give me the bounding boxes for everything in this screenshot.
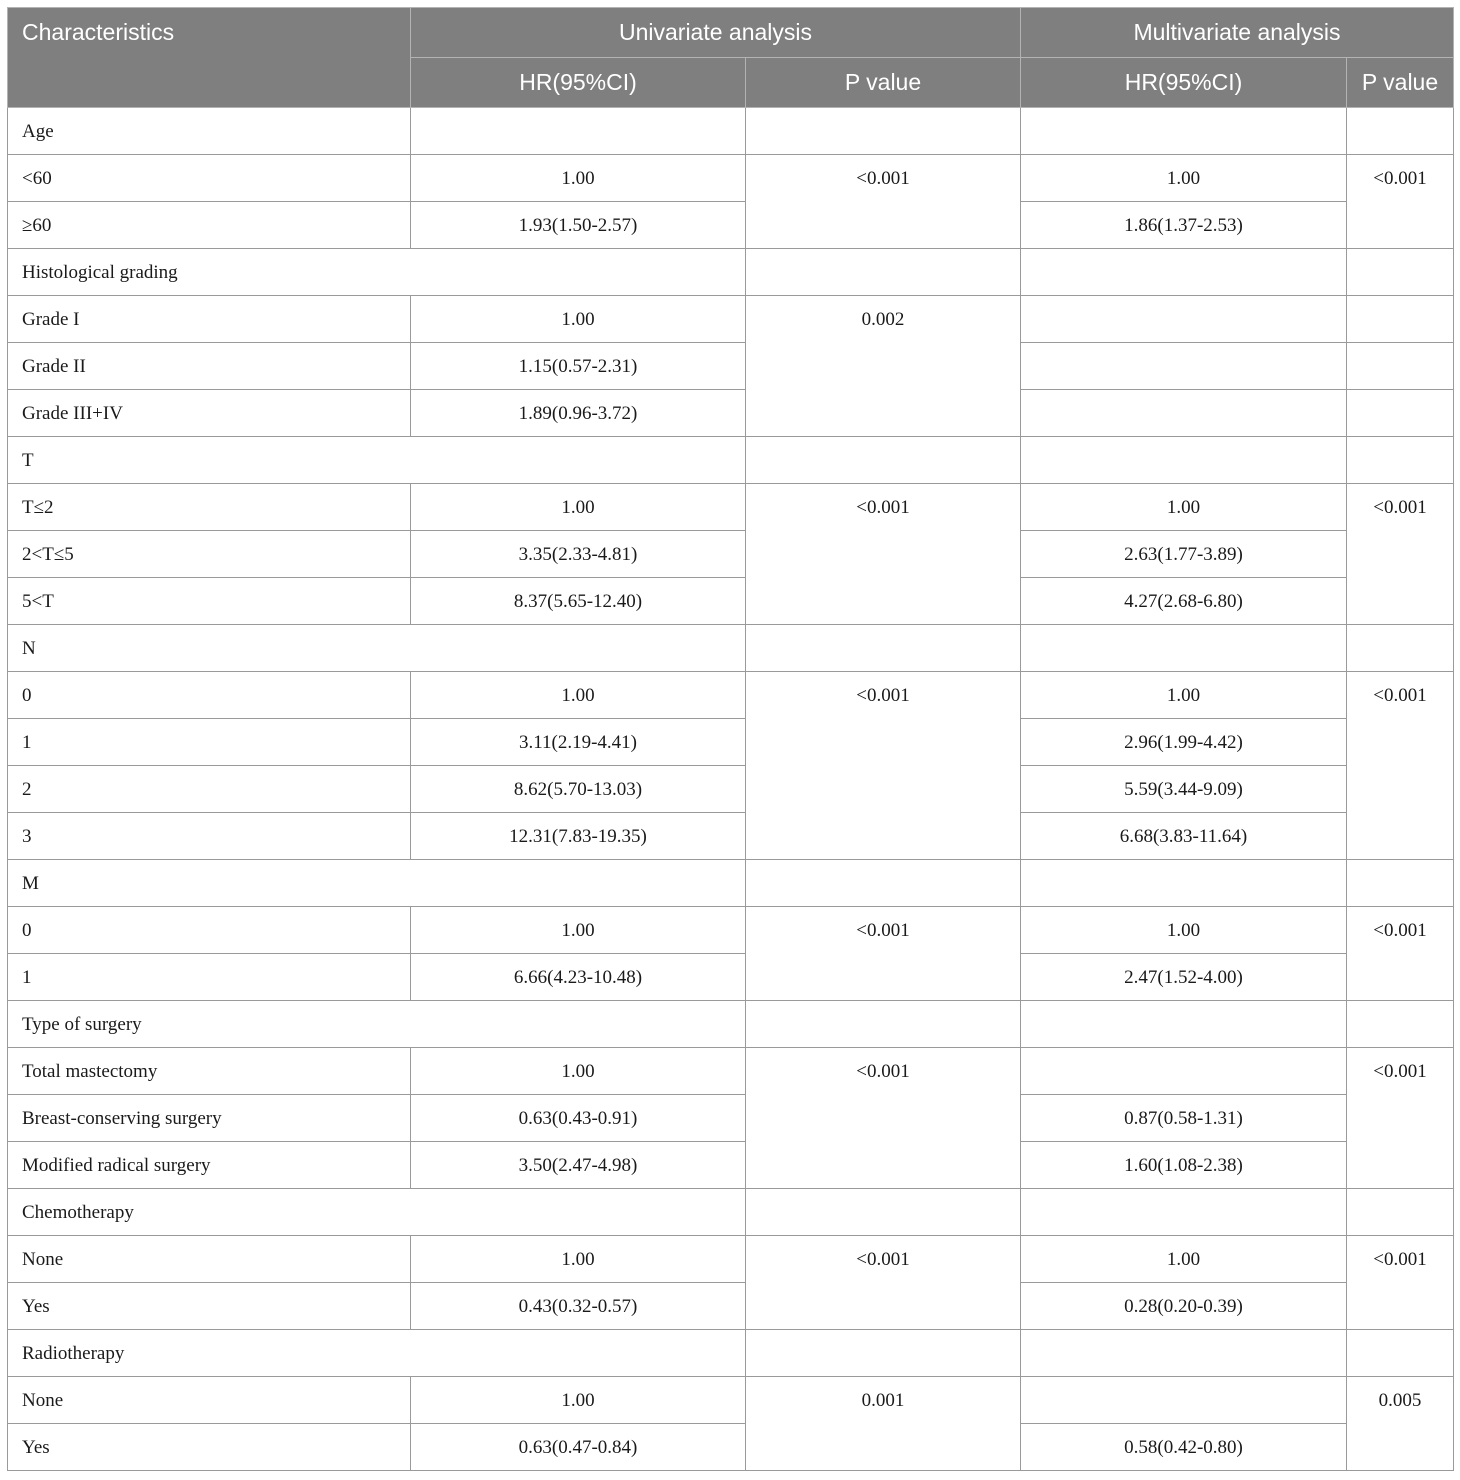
header-uni-hr: HR(95%CI) [411,58,746,108]
table-row [8,578,1454,625]
table-row [8,1095,1454,1142]
table-row [8,343,1454,390]
multi-p: <0.001 [1373,920,1427,941]
uni-hr: 1.00 [561,1249,595,1270]
multi-hr: 1.00 [1166,920,1201,941]
table-row [8,437,1454,484]
empty-cell [1347,1189,1454,1236]
multi-p: <0.001 [1373,1061,1427,1082]
uni-hr: 8.62(5.70-13.03) [513,779,643,800]
multi-hr: 1.86(1.37-2.53) [1124,215,1243,236]
row-label: <60 [22,168,52,189]
empty-cell [1021,860,1347,907]
empty-cell [746,1001,1021,1048]
uni-p: 0.001 [861,1390,905,1411]
multi-hr: 1.00 [1166,1249,1201,1270]
row-label: 2<T≤5 [22,544,74,565]
row-label: Modified radical surgery [22,1155,211,1176]
group-age: Age [22,121,54,142]
table-row [8,907,1454,954]
multi-p: 0.005 [1378,1390,1422,1411]
row-label: Grade II [22,356,86,377]
empty-cell [746,108,1021,155]
multi-hr: 0.87(0.58-1.31) [1124,1108,1243,1129]
table-row [8,108,1454,155]
row-label: Yes [22,1296,50,1317]
empty-cell [1021,625,1347,672]
empty-cell [1021,343,1347,390]
empty-cell [1021,1001,1347,1048]
uni-p: <0.001 [856,685,910,706]
uni-hr: 1.00 [561,920,595,941]
uni-hr: 3.50(2.47-4.98) [518,1155,638,1176]
row-label: 1 [22,732,32,753]
group-chemo: Chemotherapy [22,1202,134,1223]
empty-cell [746,1189,1021,1236]
multi-p: <0.001 [1373,497,1427,518]
table-row [8,202,1454,249]
empty-cell [1021,296,1347,343]
uni-p: <0.001 [856,1061,910,1082]
group-t: T [22,450,34,471]
multi-hr: 0.28(0.20-0.39) [1124,1296,1243,1317]
header-uni-p: P value [746,58,1021,108]
header-characteristics: Characteristics [8,8,411,108]
empty-cell [1021,1189,1347,1236]
row-label: 0 [22,920,32,941]
table-row [8,155,1454,202]
empty-cell [1347,108,1454,155]
results-table [7,7,1454,1471]
uni-p: <0.001 [856,1249,910,1270]
empty-cell [746,249,1021,296]
row-label: 0 [22,685,32,706]
empty-cell [746,1330,1021,1377]
row-label: 2 [22,779,32,800]
table-row [8,1236,1454,1283]
group-label [8,108,411,155]
table-row [8,484,1454,531]
row-label: Breast-conserving surgery [22,1108,222,1129]
row-label: T≤2 [22,497,54,518]
uni-hr: 0.63(0.47-0.84) [518,1437,638,1458]
uni-hr: 3.11(2.19-4.41) [518,732,638,753]
empty-cell [1347,1330,1454,1377]
uni-hr: 1.00 [561,309,595,330]
table-row [8,1001,1454,1048]
table-row [8,719,1454,766]
empty-cell [1021,390,1347,437]
table-row [8,766,1454,813]
uni-hr: 1.00 [561,168,595,189]
row-label: None [22,1390,64,1411]
table-row [8,1283,1454,1330]
uni-p: <0.001 [856,168,910,189]
multi-hr: 5.59(3.44-9.09) [1124,779,1243,800]
multi-p: <0.001 [1373,168,1427,189]
table-row [8,1048,1454,1095]
header-multi-p: P value [1347,58,1454,108]
uni-hr: 8.37(5.65-12.40) [513,591,643,612]
uni-hr: 3.35(2.33-4.81) [518,544,638,565]
table-row [8,249,1454,296]
multi-hr: 0.58(0.42-0.80) [1124,1437,1243,1458]
uni-hr: 1.93(1.50-2.57) [518,215,638,236]
uni-p: 0.002 [861,309,905,330]
uni-hr: 0.63(0.43-0.91) [518,1108,638,1129]
table-row [8,1330,1454,1377]
uni-hr: 1.00 [561,497,595,518]
multi-hr: 2.96(1.99-4.42) [1124,732,1243,753]
uni-hr: 1.00 [561,1390,595,1411]
table-row [8,1424,1454,1471]
empty-cell [746,625,1021,672]
row-label: Yes [22,1437,50,1458]
multi-hr: 1.00 [1166,685,1201,706]
table-row [8,860,1454,907]
table-row [8,625,1454,672]
empty-cell [1347,625,1454,672]
multi-p: <0.001 [1373,685,1427,706]
uni-hr: 12.31(7.83-19.35) [509,826,647,847]
table-row [8,390,1454,437]
table-row [8,296,1454,343]
group-grade: Histological grading [22,262,178,283]
table-row [8,672,1454,719]
multi-hr: 4.27(2.68-6.80) [1124,591,1243,612]
multi-hr: 2.47(1.52-4.00) [1124,967,1243,988]
empty-cell [1347,296,1454,343]
uni-hr: 6.66(4.23-10.48) [513,967,643,988]
empty-cell [1347,390,1454,437]
multi-hr: 1.00 [1166,168,1201,189]
table-row [8,1189,1454,1236]
header-multivariate: Multivariate analysis [1021,8,1454,58]
group-n: N [22,638,36,659]
uni-hr: 1.00 [561,1061,595,1082]
uni-hr: 0.43(0.32-0.57) [518,1296,638,1317]
empty-cell [1347,1001,1454,1048]
uni-p: <0.001 [856,920,910,941]
empty-cell [1347,343,1454,390]
row-label: 1 [22,967,32,988]
row-label: None [22,1249,64,1270]
empty-cell [1347,860,1454,907]
table-row [8,954,1454,1001]
row-label: Grade I [22,309,80,330]
group-radio: Radiotherapy [22,1343,125,1364]
empty-cell [746,437,1021,484]
row-label: ≥60 [22,215,52,236]
multi-hr: 2.63(1.77-3.89) [1124,544,1243,565]
table-row [8,1377,1454,1424]
row-label: Total mastectomy [22,1061,158,1082]
uni-hr: 1.00 [561,685,595,706]
empty-cell [1021,249,1347,296]
empty-cell [1021,1377,1347,1424]
multi-p: <0.001 [1373,1249,1427,1270]
uni-hr: 1.15(0.57-2.31) [518,356,638,377]
multi-hr: 6.68(3.83-11.64) [1119,826,1248,847]
table-row [8,1142,1454,1189]
uni-p: <0.001 [856,497,910,518]
empty-cell [411,108,746,155]
uni-hr: 1.89(0.96-3.72) [518,403,638,424]
empty-cell [1021,1048,1347,1095]
group-m: M [22,873,39,894]
header-multi-hr: HR(95%CI) [1021,58,1347,108]
empty-cell [1021,108,1347,155]
multi-hr: 1.60(1.08-2.38) [1124,1155,1243,1176]
empty-cell [1021,1330,1347,1377]
empty-cell [1347,249,1454,296]
table-row [8,813,1454,860]
table-row [8,531,1454,578]
empty-cell [746,860,1021,907]
row-label: 5<T [22,591,54,612]
row-label: Grade III+IV [22,403,123,424]
multi-hr: 1.00 [1166,497,1201,518]
row-label: 3 [22,826,32,847]
group-surgery: Type of surgery [22,1014,142,1035]
empty-cell [1347,437,1454,484]
empty-cell [1021,437,1347,484]
header-univariate: Univariate analysis [411,8,1021,58]
